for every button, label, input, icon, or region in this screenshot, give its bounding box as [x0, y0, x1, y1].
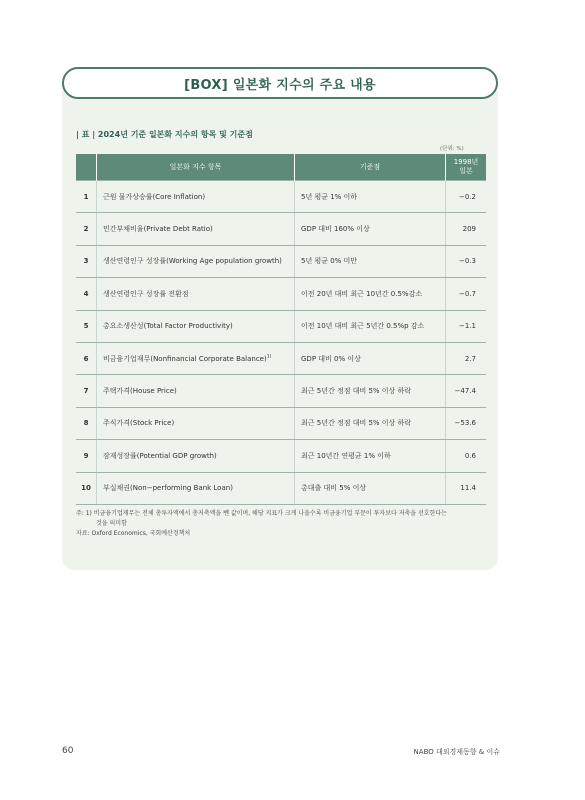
row-value: 2.7 [446, 342, 487, 374]
japanification-index-table [76, 154, 486, 505]
table-row [76, 440, 486, 472]
row-item: 총요소생산성(Total Factor Productivity) [97, 310, 295, 342]
source-note: 자료: Oxford Economics, 국회예산정책처 [76, 530, 191, 537]
footnote-1-continued: 것을 의미함 [96, 520, 127, 527]
row-item: 주식가격(Stock Price) [97, 407, 295, 439]
row-criterion: 이전 20년 대비 최근 10년간 0.5%감소 [295, 278, 446, 310]
row-no: 8 [76, 407, 97, 439]
table-caption: | 표 | 2024년 기준 일본화 지수의 항목 및 기준점 [76, 130, 253, 139]
box-title-frame [62, 67, 498, 99]
row-value: 0.6 [446, 440, 487, 472]
header-item: 일본화 지수 항목 [97, 154, 295, 181]
table-row [76, 245, 486, 277]
row-criterion: GDP 대비 0% 이상 [295, 342, 446, 374]
row-criterion: 최근 10년간 연평균 1% 이하 [295, 440, 446, 472]
row-item: 비금융기업재무(Nonfinancial Corporate Balance)$^{1)}$ [97, 342, 295, 374]
table-row [76, 278, 486, 310]
table-row [76, 375, 486, 407]
row-value: −0.2 [446, 181, 487, 213]
table-row [76, 310, 486, 342]
row-criterion: 최근 5년간 정점 대비 5% 이상 하락 [295, 407, 446, 439]
row-value: 209 [446, 213, 487, 245]
row-value: −47.4 [446, 375, 487, 407]
table-notes [76, 509, 492, 539]
row-no: 4 [76, 278, 97, 310]
row-item: 주택가격(House Price) [97, 375, 295, 407]
table-row [76, 213, 486, 245]
row-no: 7 [76, 375, 97, 407]
row-criterion: 5년 평균 0% 미만 [295, 245, 446, 277]
row-item: 민간부채비율(Private Debt Ratio) [97, 213, 295, 245]
table-row [76, 342, 486, 374]
row-value: −1.1 [446, 310, 487, 342]
row-no: 3 [76, 245, 97, 277]
row-item: 생산연령인구 성장률 전환점 [97, 278, 295, 310]
row-no: 1 [76, 181, 97, 213]
row-no: 9 [76, 440, 97, 472]
row-value: 11.4 [446, 472, 487, 504]
publication-name: NABO 대외경제동향 & 이슈 [413, 748, 500, 756]
header-value-line1: 1998년 [453, 158, 479, 166]
box-title: [BOX] 일본화 지수의 주요 내용 [184, 77, 376, 93]
table-row [76, 472, 486, 504]
header-value-line2: 일본 [459, 167, 473, 175]
row-item: 부실채권(Non−performing Bank Loan) [97, 472, 295, 504]
row-criterion: 총대출 대비 5% 이상 [295, 472, 446, 504]
header-no [76, 154, 97, 181]
table-unit: (단위: %) [440, 146, 464, 152]
table-row [76, 407, 486, 439]
row-value: −53.6 [446, 407, 487, 439]
row-value: −0.7 [446, 278, 487, 310]
row-item: 잠재성장률(Potential GDP growth) [97, 440, 295, 472]
row-no: 2 [76, 213, 97, 245]
page-number: 60 [62, 746, 74, 756]
header-criterion: 기준점 [295, 154, 446, 181]
footnote-marker: 1) [266, 354, 272, 360]
row-criterion: 이전 10년 대비 최근 5년간 0.5%p 감소 [295, 310, 446, 342]
row-criterion: 최근 5년간 정점 대비 5% 이상 하락 [295, 375, 446, 407]
table-header-row [76, 154, 486, 181]
table-row [76, 181, 486, 213]
row-criterion: 5년 평균 1% 이하 [295, 181, 446, 213]
row-criterion: GDP 대비 160% 이상 [295, 213, 446, 245]
footnote-1: 주: 1) 비금융기업재무는 전체 총투자액에서 총저축액을 뺀 값이며, 해당 지표가 크게 나올수록 비금융기업 부문이 투자보다 저축을 선호한다는 [76, 510, 447, 517]
row-value: −0.3 [446, 245, 487, 277]
row-no: 10 [76, 472, 97, 504]
row-item: 생산연령인구 성장률(Working Age population growth) [97, 245, 295, 277]
row-no: 5 [76, 310, 97, 342]
header-value [446, 154, 487, 181]
row-item: 근원 물가상승률(Core Inflation) [97, 181, 295, 213]
row-no: 6 [76, 342, 97, 374]
